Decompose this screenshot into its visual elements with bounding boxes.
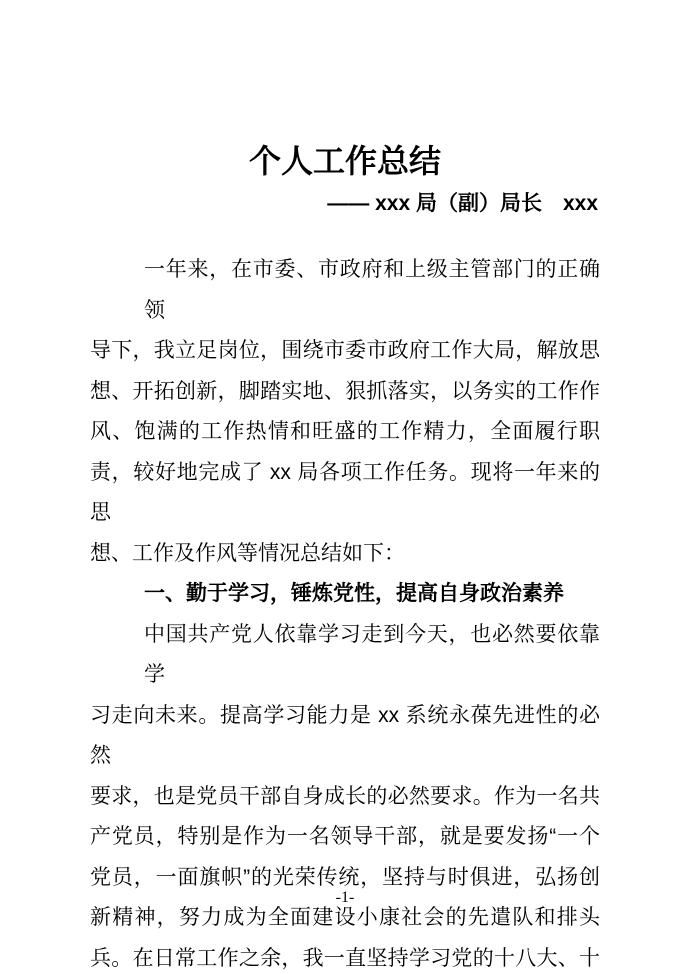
body-line: 产党员，特别是作为一名领导干部，就是要发扬“一个 [90,825,600,848]
body-line: 想、开拓创新，脚踏实地、狠抓落实，以务实的工作作 [90,379,600,403]
body-line: 风、饱满的工作热情和旺盛的工作精力，全面履行职 [90,420,600,443]
body-line: 导下，我立足岗位，围绕市委市政府工作大局，解放思 [90,339,600,362]
body-line: 党员，一面旗帜”的光荣传统，坚持与时俱进，弘扬创 [90,865,600,889]
body-line: 兵。在日常工作之余，我一直坚持学习党的十八大、十 [90,946,600,970]
body-line: 责，较好地完成了 xx 局各项工作任务。现将一年来的思 [90,460,600,524]
body-line: 新精神，努力成为全面建设小康社会的先遣队和排头 [90,906,600,929]
body-line: 要求，也是党员干部自身成长的必然要求。作为一名共 [90,784,600,808]
body-line: 一年来，在市委、市政府和上级主管部门的正确领 [144,258,600,322]
body-line: 想、工作及作风等情况总结如下： [90,541,405,565]
document-byline: —— xxx 局（副）局长 xxx [327,192,598,215]
document-title: 个人工作总结 [248,143,441,179]
body-line: 习走向未来。提高学习能力是 xx 系统永葆先进性的必然 [90,703,600,767]
section-heading: 一、勤于学习，锤炼党性，提高自身政治素养 [144,582,564,605]
document-body [0,250,690,974]
page-number: -1- [335,889,355,906]
body-line: 中国共产党人依靠学习走到今天，也必然要依靠学 [144,622,600,686]
